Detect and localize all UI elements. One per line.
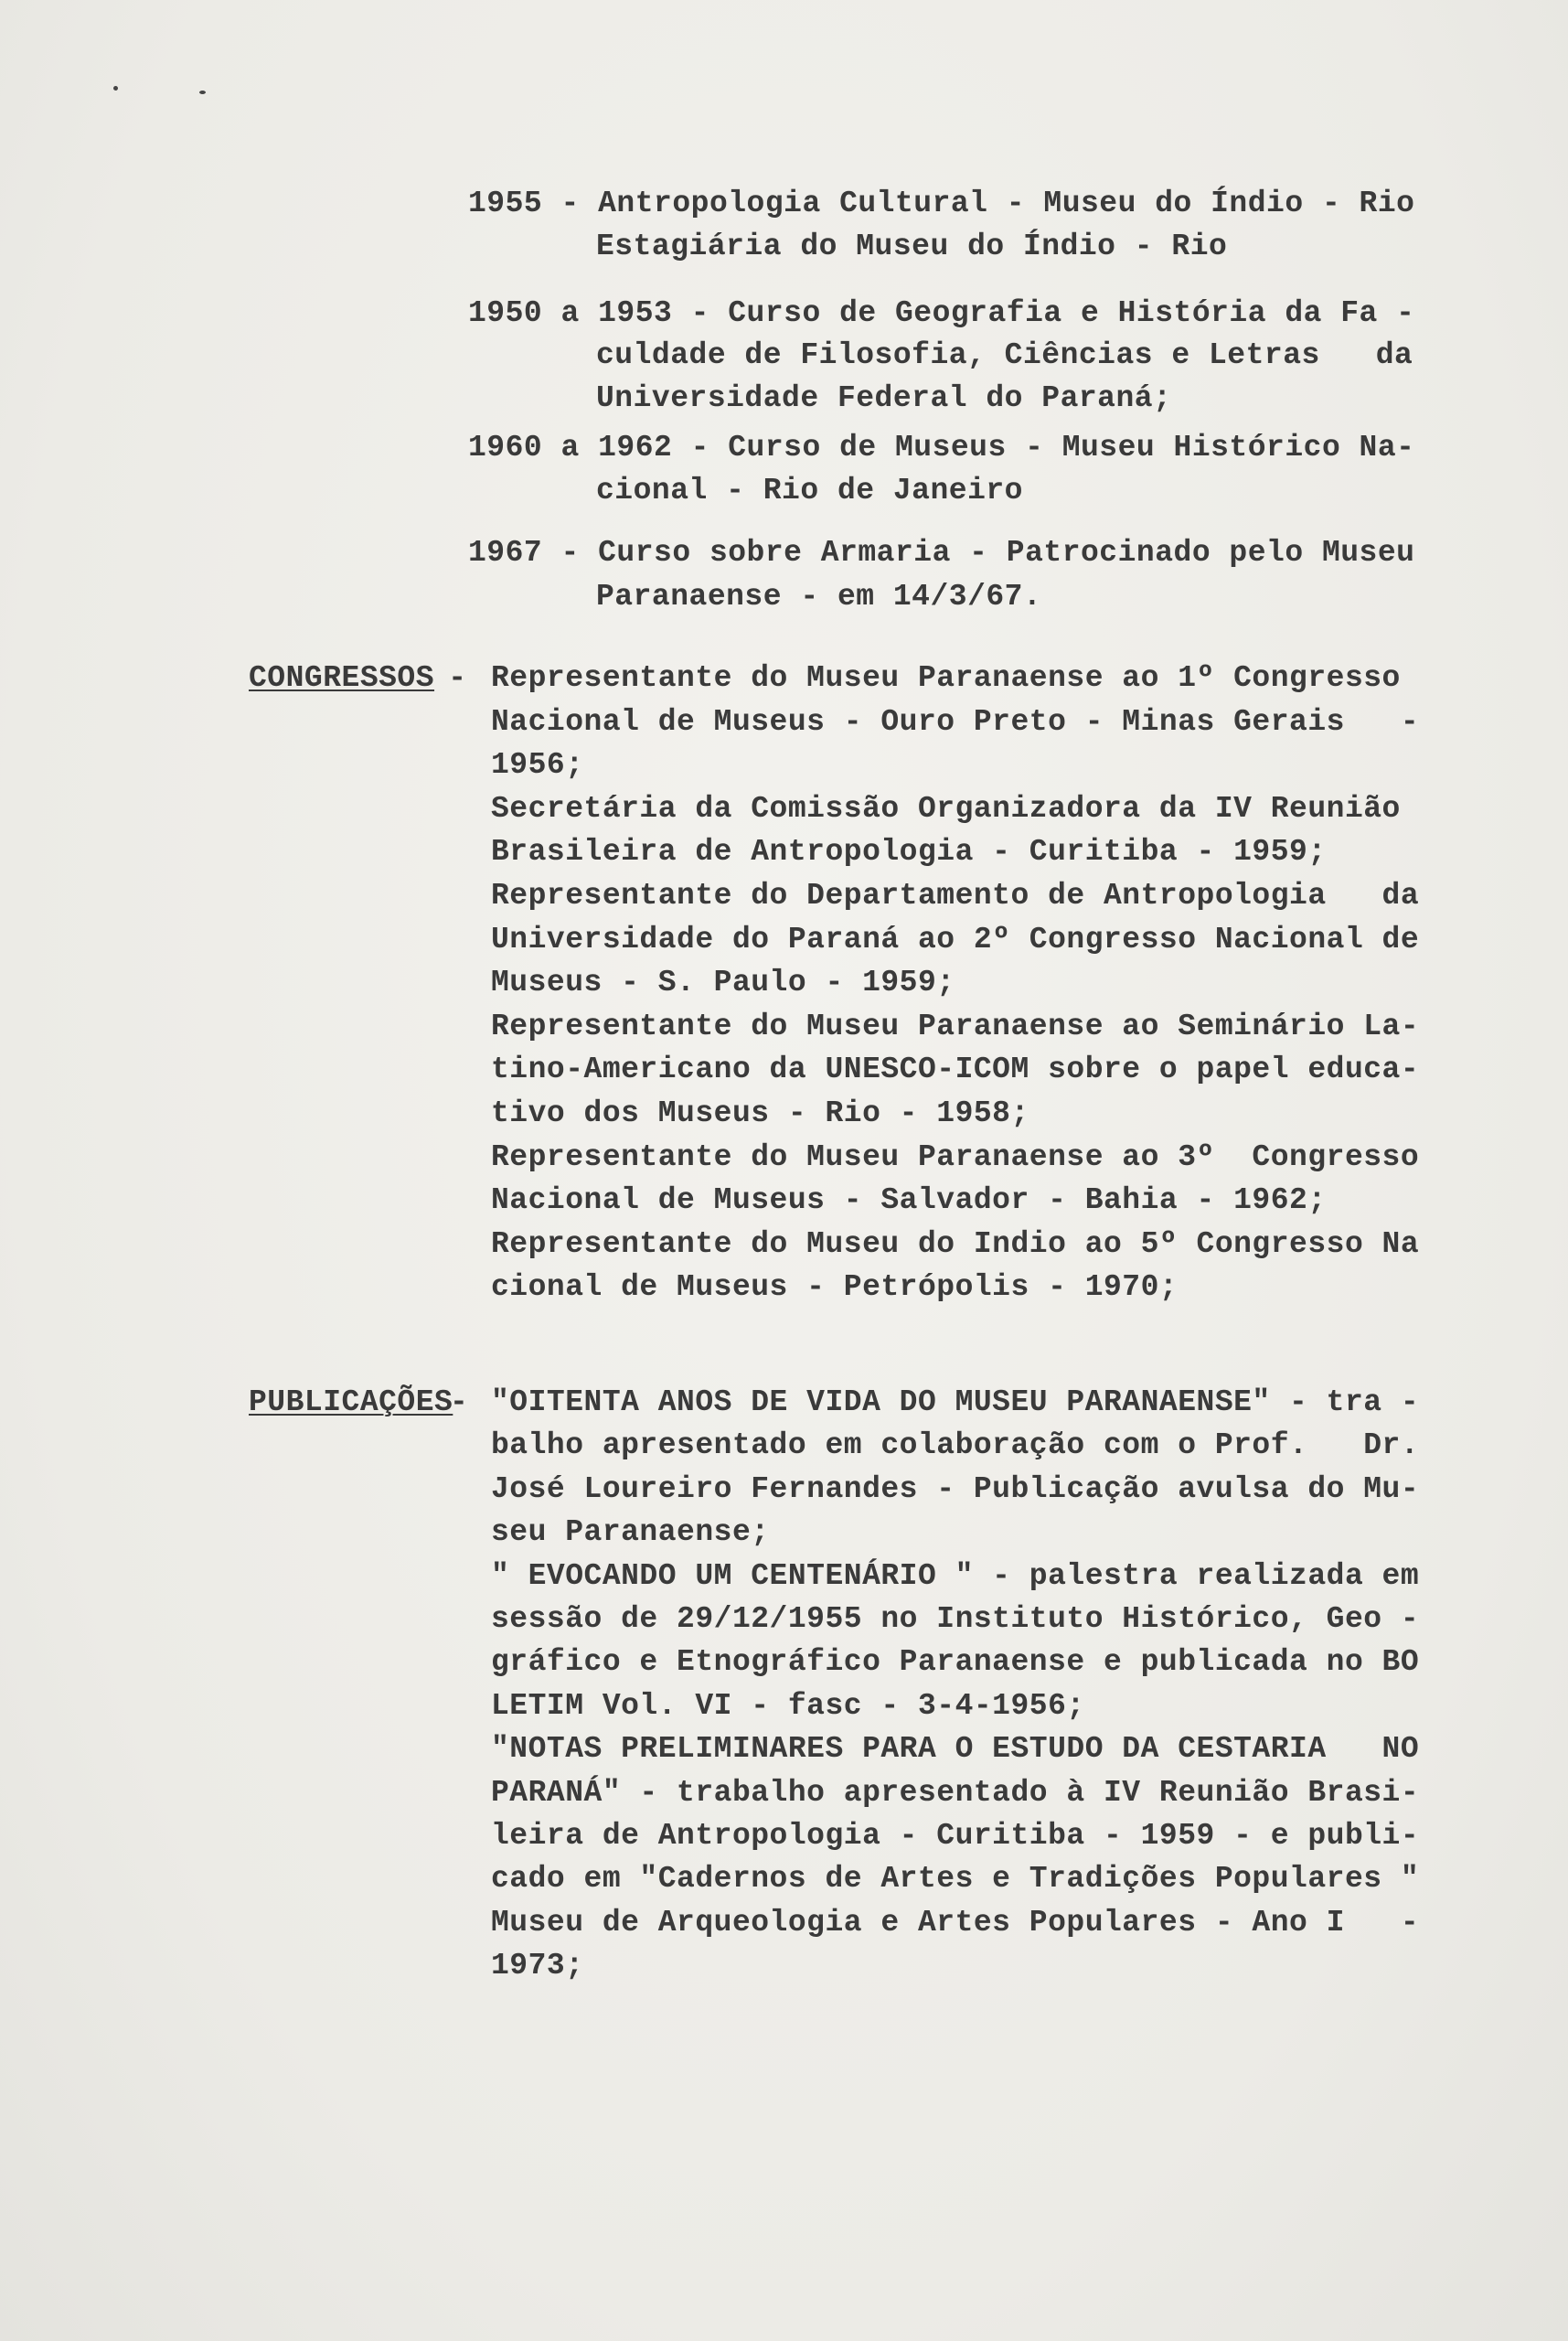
publicacoes-entry-line: leira de Antropologia - Curitiba - 1959 - e publi- — [491, 1819, 1420, 1853]
publicacoes-entry-line: sessão de 29/12/1955 no Instituto Histórico, Geo - — [491, 1602, 1420, 1636]
publicacoes-entry-line: " EVOCANDO UM CENTENÁRIO " - palestra realizada em — [491, 1558, 1420, 1593]
publicacoes-entry-line: cado em "Cadernos de Artes e Tradições Populares " — [491, 1862, 1420, 1897]
congressos-entry-line: Museus - S. Paulo - 1959; — [491, 966, 955, 1000]
publicacoes-entry-line: 1973; — [491, 1949, 584, 1983]
congressos-entry-line: tino-Americano da UNESCO-ICOM sobre o papel educa- — [491, 1053, 1420, 1087]
congressos-entry-line: Representante do Departamento de Antropologia da — [491, 879, 1420, 913]
publicacoes-entry-line: balho apresentado em colaboração com o Prof. Dr. — [491, 1428, 1420, 1463]
publicacoes-dash: - — [450, 1385, 487, 1419]
education-1955-line-2: Estagiária do Museu do Índio - Rio — [596, 230, 1228, 263]
congressos-entry-line: tivo dos Museus - Rio - 1958; — [491, 1096, 1029, 1130]
publicacoes-label: PUBLICAÇÕES — [249, 1385, 453, 1419]
education-1955-line-1: 1955 - Antropologia Cultural - Museu do Índio - Rio — [468, 187, 1415, 220]
publicacoes-entry-line: gráfico e Etnográfico Paranaense e publicada no BO — [491, 1645, 1420, 1680]
publicacoes-entry-line: seu Paranaense; — [491, 1515, 770, 1550]
education-1967-line-1: 1967 - Curso sobre Armaria - Patrocinado pelo Museu — [468, 536, 1415, 570]
congressos-entry-line: Brasileira de Antropologia - Curitiba - 1959; — [491, 835, 1327, 870]
ink-speck — [113, 86, 118, 91]
congressos-entry-line: Nacional de Museus - Salvador - Bahia - 1962; — [491, 1183, 1327, 1218]
education-1950-line-3: Universidade Federal do Paraná; — [596, 381, 1172, 415]
education-1960-line-2: cional - Rio de Janeiro — [596, 474, 1023, 508]
publicacoes-entry-line: "NOTAS PRELIMINARES PARA O ESTUDO DA CESTARIA NO — [491, 1732, 1420, 1767]
congressos-entry-line: 1956; — [491, 748, 584, 783]
congressos-entry-line: Representante do Museu Paranaense ao Seminário La- — [491, 1009, 1420, 1043]
congressos-entry-line: cional de Museus - Petrópolis - 1970; — [491, 1270, 1179, 1305]
congressos-entry-line: Secretária da Comissão Organizadora da IV Reunião — [491, 791, 1401, 826]
publicacoes-entry-line: Museu de Arqueologia e Artes Populares - Ano I - — [491, 1905, 1420, 1940]
congressos-entry-line: Representante do Museu do Indio ao 5º Congresso Na — [491, 1226, 1420, 1261]
congressos-label: CONGRESSOS — [249, 661, 435, 695]
education-1960-line-1: 1960 a 1962 - Curso de Museus - Museu Histórico Na- — [468, 431, 1415, 465]
congressos-entry-line: Representante do Museu Paranaense ao 1º Congresso — [491, 661, 1401, 695]
education-1950-line-2: culdade de Filosofia, Ciências e Letras da — [596, 338, 1413, 372]
congressos-entry-line: Representante do Museu Paranaense ao 3º Congresso — [491, 1139, 1420, 1174]
publicacoes-entry-line: José Loureiro Fernandes - Publicação avulsa do Mu- — [491, 1471, 1420, 1506]
ink-speck — [199, 91, 206, 94]
congressos-entry-line: Universidade do Paraná ao 2º Congresso Nacional de — [491, 922, 1420, 957]
congressos-dash: - — [430, 661, 485, 695]
publicacoes-entry-line: "OITENTA ANOS DE VIDA DO MUSEU PARANAENSE" - tra - — [491, 1385, 1420, 1419]
education-1950-line-1: 1950 a 1953 - Curso de Geografia e História da Fa - — [468, 296, 1415, 330]
publicacoes-entry-line: LETIM Vol. VI - fasc - 3-4-1956; — [491, 1688, 1085, 1723]
congressos-entry-line: Nacional de Museus - Ouro Preto - Minas Gerais - — [491, 704, 1420, 739]
publicacoes-entry-line: PARANÁ" - trabalho apresentado à IV Reunião Brasi- — [491, 1775, 1420, 1810]
education-1967-line-2: Paranaense - em 14/3/67. — [596, 580, 1042, 614]
